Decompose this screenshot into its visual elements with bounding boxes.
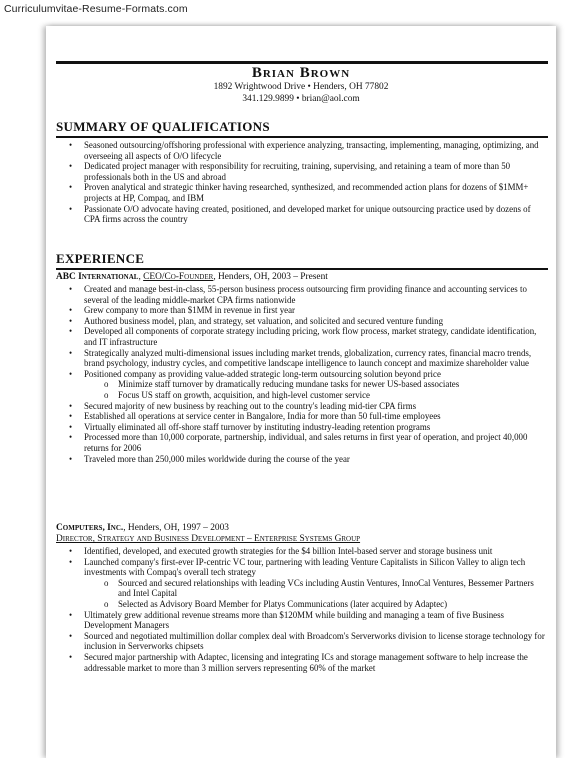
bullet-icon: • — [69, 411, 73, 422]
job2-list — [56, 546, 546, 673]
circle-bullet-icon: o — [104, 389, 109, 400]
bullet-item — [56, 161, 546, 182]
bullet-text: Grew company to more than $1MM in revenue in first year — [84, 305, 295, 316]
bullet-text: Dedicated project manager with responsibility for recruiting, training, supervising, and retaining a team of more than 50 professionals both in the US and abroad — [84, 161, 511, 182]
bullet-icon: • — [69, 315, 73, 326]
candidate-name: Brian Brown — [251, 65, 351, 81]
job1-list — [56, 284, 546, 464]
bullet-icon: • — [69, 368, 73, 379]
bullet-text: Traveled more than 250,000 miles worldwide during the course of the year — [84, 453, 350, 464]
bullet-icon: • — [69, 326, 73, 337]
bullet-text: Seasoned outsourcing/offshoring professional with experience analyzing, transacting, implementing, managing, optimizing, and overseeing all aspects of O/O lifecycle — [84, 140, 539, 161]
bullet-icon: • — [69, 630, 73, 641]
bullet-item — [56, 140, 546, 161]
job2-company: Computers, Inc. — [56, 523, 124, 533]
bullet-text: Strategically analyzed multi-dimensional issues including market trends, globalization, currency rates, financial macro trends, brand psychology, industry cycles, and competitive landscape intelligence to launch concept and maximize shareholder value — [84, 347, 532, 369]
bullet-text: Established all operations at service center in Bangalore, India for more than 50 full-time employees — [84, 411, 441, 422]
summary-rule — [56, 136, 548, 138]
bullet-item — [56, 454, 546, 465]
bullet-icon: • — [69, 556, 73, 567]
summary-heading: SUMMARY OF QUALIFICATIONS — [56, 119, 270, 134]
bullet-icon: • — [69, 651, 73, 662]
circle-bullet-icon: o — [104, 598, 109, 609]
job1-header: ABC International, CEO/Co-Founder, Henders, OH, 2003 – Present — [56, 272, 328, 282]
bullet-icon: • — [69, 432, 73, 443]
site-watermark: Curriculumvitae-Resume-Formats.com — [4, 3, 188, 15]
sub-bullet-item — [56, 390, 546, 401]
circle-bullet-icon: o — [104, 379, 109, 390]
bullet-item — [56, 326, 546, 347]
bullet-text: Passionate O/O advocate having created, positioned, and developed market for unique outsourcing practice used by dozens of CPA firms across the country — [84, 203, 531, 225]
sub-bullet-item — [56, 578, 546, 599]
summary-list — [56, 140, 546, 225]
resume-page — [46, 26, 556, 758]
job1-company: ABC International — [56, 272, 139, 282]
bullet-icon: • — [69, 546, 73, 556]
bullet-item — [56, 652, 546, 673]
bullet-item — [56, 546, 546, 557]
bullet-text: Sourced and secured relationships with leading VCs including Austin Ventures, InnoCal Ventures, Bessemer Partners and Intel Capital — [118, 577, 534, 599]
bullet-text: Created and manage best-in-class, 55-person business process outsourcing firm providing finance and accounting services to several of the leading middle-market CPA firms nationwide — [84, 284, 527, 305]
bullet-text: Authored business model, plan, and strategy, set valuation, and solicited and secured venture funding — [84, 315, 444, 326]
bullet-item — [56, 284, 546, 305]
bullet-text: Identified, developed, and executed growth strategies for the $4 billion Intel-based server and storage business unit — [84, 546, 493, 556]
bullet-item — [56, 631, 546, 652]
bullet-text: Focus US staff on growth, acquisition, and high-level customer service — [118, 389, 370, 400]
bullet-item — [56, 204, 546, 225]
bullet-text: Positioned company as providing value-added strategic long-term outsourcing solution beyond price — [84, 368, 441, 379]
sub-bullet-item — [56, 599, 546, 610]
candidate-address: 1892 Wrightwood Drive • Henders, OH 77802 — [213, 82, 389, 92]
bullet-text: Selected as Advisory Board Member for Platys Communications (later acquired by Adaptec) — [118, 598, 448, 609]
experience-rule — [56, 268, 548, 270]
bullet-icon: • — [69, 421, 73, 432]
job1-role: CEO/Co-Founder — [143, 272, 214, 282]
bullet-icon: • — [69, 161, 73, 172]
circle-bullet-icon: o — [104, 577, 109, 588]
job2-location-dates: , Henders, OH, 1997 – 2003 — [123, 523, 229, 533]
bullet-icon: • — [69, 140, 73, 150]
bullet-item — [56, 610, 546, 631]
bullet-item — [56, 182, 546, 203]
bullet-item — [56, 432, 546, 453]
bullet-item — [56, 369, 546, 380]
job2-role: Director, Strategy and Business Development – Enterprise Systems Group — [56, 534, 361, 544]
experience-heading: EXPERIENCE — [56, 251, 145, 266]
bullet-icon: • — [69, 305, 73, 316]
bullet-text: Virtually eliminated all off-shore staff turnover by instituting industry-leading retention programs — [84, 421, 431, 432]
bullet-text: Ultimately grew additional revenue streams more than $120MM while building and managing a team of five Business Development Managers — [84, 609, 504, 631]
bullet-text: Sourced and negotiated multimillion dollar complex deal with Broadcom's Serverworks division to license storage technology for inclusion in Serverworks chipsets — [84, 630, 545, 652]
bullet-icon: • — [69, 182, 73, 193]
bullet-icon: • — [69, 284, 73, 294]
bullet-icon: • — [69, 453, 73, 464]
bullet-text: Minimize staff turnover by dramatically reducing mundane tasks for newer US-based associates — [118, 379, 460, 390]
bullet-item — [56, 411, 546, 422]
bullet-text: Launched company's first-ever IP-centric VC tour, partnering with leading Venture Capitalists in Silicon Valley to align tech investments with Compaq's overall tech strategy — [84, 556, 526, 578]
bullet-item — [56, 422, 546, 433]
bullet-icon: • — [69, 400, 73, 411]
bullet-item — [56, 401, 546, 412]
bullet-item — [56, 557, 546, 578]
job1-location-dates: , Henders, OH, 2003 – Present — [213, 272, 328, 282]
bullet-item — [56, 316, 546, 327]
bullet-text: Proven analytical and strategic thinker having researched, synthesized, and recommended action plans for dozens of $1MM+ projects at HP, Compaq, and IBM — [84, 182, 529, 203]
bullet-text: Secured majority of new business by reaching out to the country's leading mid-tier CPA firms — [84, 400, 417, 411]
bullet-item — [56, 348, 546, 369]
job2-header — [56, 523, 546, 533]
sub-bullet-item — [56, 379, 546, 390]
top-rule — [56, 61, 548, 64]
bullet-item — [56, 305, 546, 316]
bullet-icon: • — [69, 203, 73, 214]
bullet-icon: • — [69, 347, 73, 358]
bullet-icon: • — [69, 609, 73, 620]
bullet-text: Developed all components of corporate strategy including pricing, work flow process, market strategy, candidate identification, and IT infrastructure — [84, 326, 537, 347]
bullet-text: Secured major partnership with Adaptec, licensing and integrating ICs and storage management software to help increase the addressable market to more than 3 million servers representing 60% of the market — [84, 651, 528, 673]
bullet-text: Processed more than 10,000 corporate, partnership, individual, and sales returns in first year of operation, and project 40,000 returns for 2006 — [84, 432, 528, 453]
candidate-contact: 341.129.9899 • brian@aol.com — [242, 94, 360, 104]
